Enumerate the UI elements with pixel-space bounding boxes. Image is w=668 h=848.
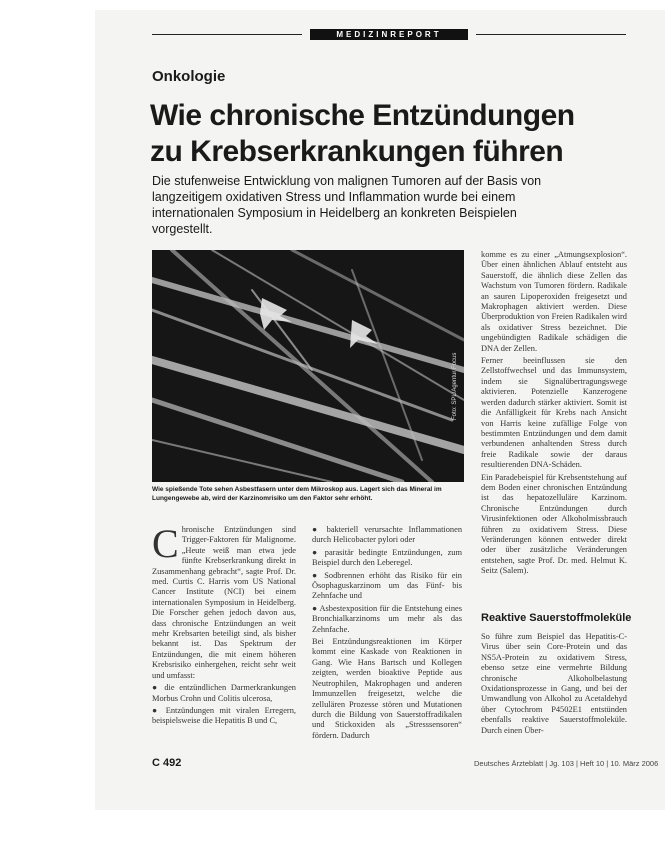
body-column-1: [152, 521, 296, 729]
header-rule-right: [476, 34, 626, 35]
paragraph: Ein Paradebeispiel für Krebsentstehung auf dem Boden einer chronischen Entzündung ist das hepatozelluläre Karzinom. Chronische Entzündungen durch Virusinfektionen oder Alkoholmissbrauch führen zu oxidativem Stress. Diese Veränderungen können entweder direkt oder über zusätzliche Veränderungen entstehen, sagte Prof. Dr. med. Helmut K. Seitz (Salem).: [481, 472, 627, 576]
article-kicker: Onkologie: [152, 68, 226, 85]
header-rule-left: [152, 34, 302, 35]
body-column-3b: [481, 632, 627, 738]
section-subhead: Reaktive Sauerstoffmoleküle: [481, 612, 632, 624]
paragraph: So führe zum Beispiel das Hepatitis-C-Virus über sein Core-Protein und das NS5A-Protein zu oxidativem Stress, ebenso setze eine vermehrte Bildung chronische Alkoholbelastung Oxidationsprozesse in Gang, und bei der Umwandlung von Alkohol zu Acetaldehyd über Cytochrom P4502E1 entstünden ebenfalls reaktive Sauerstoffmoleküle. Durch einen Über-: [481, 632, 627, 735]
asbestos-micrograph-photo: [152, 250, 464, 482]
bullet-item: ● parasitär bedingte Entzündungen, zum Beispiel durch den Leberegel.: [312, 547, 462, 568]
bullet-item: ● die entzündlichen Darmerkrankungen Morbus Crohn und Colitis ulcerosa,: [152, 683, 296, 703]
bullet-item: ● Sodbrennen erhöht das Risiko für ein Ösophaguskarzinom um das Fünf- bis Zehnfache und: [312, 570, 462, 601]
section-rubric: MEDIZINREPORT: [310, 29, 468, 40]
journal-citation: Deutsches Ärzteblatt | Jg. 103 | Heft 10 | 10. März 2006: [474, 759, 659, 768]
paragraph: hronische Entzündungen sind Trigger-Faktoren für Malignome. „Heute weiß man etwa jede fünfte Krebserkrankung direkt in Zusammenhang gebracht“, sagte Prof. Dr. med. Curtis C. Harris vom US National Cancer Institute (NCI) bei einem internationalen Symposium in Heidelberg. Die Forscher gehen jedoch davon aus, dass chronische Entzündungen an weit mehr Krebsarten beteiligt sind, als bisher bekannt ist. Das Spektrum der Entzündungen, die mit einem höheren Krebsrisiko einhergehen, reicht sehr weit und umfasst:: [152, 525, 296, 680]
article-headline: Wie chronische Entzündungen zu Krebserkrankungen führen: [150, 99, 575, 168]
bullet-item: ● bakteriell verursachte Inflammationen durch Helicobacter pylori oder: [312, 525, 462, 545]
bullet-item: ● Entzündungen mit viralen Erregern, beispielsweise die Hepatitis B und C,: [152, 705, 296, 726]
drop-cap: C: [152, 521, 179, 566]
photo-caption: Wie spießende Tote sehen Asbestfasern unter dem Mikroskop aus. Lagert sich das Mineral im Lungengewebe ab, wird der Karzinomrisiko um den Faktor sehr erhöht.: [152, 486, 442, 502]
bullet-item: ● Asbestexposition für die Entstehung eines Bronchialkarzinoms um mehr als das Zehnfache.: [312, 603, 462, 634]
paragraph: Bei Entzündungsreaktionen im Körper kommt eine Kaskade von Reaktionen in Gang. Wie Hans Bartsch und Kollegen zeigten, werden bioaktive Peptide aus Neutrophilen, Makrophagen und anderen Immunzellen freigesetzt, welche die zellulären Prozesse stören und Mutationen durch die Bildung von Sauerstoffradikalen und Stickoxiden als „Stresssensoren“ fördern. Dadurch: [312, 637, 462, 740]
photo-credit: Foto: SPL/Agentur Focus: [452, 352, 458, 420]
page-number: C 492: [152, 757, 182, 769]
body-column-3: [481, 250, 627, 579]
body-column-2: [312, 525, 462, 743]
paragraph: komme es zu einer „Atmungsexplosion“. Über einen ähnlichen Ablauf entsteht aus Sauerstoff, die ähnlich diese Zellen das Wachstum von Tumoren fördern. Radikale an sauren Lipoperoxiden freigesetzt und Makrophagen aktiviert werden. Diese Überproduktion von Freien Radikalen wird als oxidativer Stress bezeichnet. Die ungebündigten Radikale schädigen die DNA der Zellen.: [481, 250, 627, 353]
article-lead: Die stufenweise Entwicklung von malignen Tumoren auf der Basis von langzeitigem oxidativen Stress und Inflammation wurde bei einem internationalen Symposium in Heidelberg an konkreten Beispielen vorgestellt.: [152, 174, 542, 236]
paragraph: Ferner beeinflussen sie den Zellstoffwechsel und das Immunsystem, indem sie Signalübertragungswege aktivieren. Potenzielle Kanzerogene werden dadurch stärker aktiviert. Somit ist die Anfälligkeit für Krebs nach Ansicht von Harris keine zufällige Folge von bestimmten Entzündungen und dem damit verbundenen anhaltenden Stress durch freie Radikale sowie der daraus resultierenden DNA-Schäden.: [481, 356, 627, 470]
